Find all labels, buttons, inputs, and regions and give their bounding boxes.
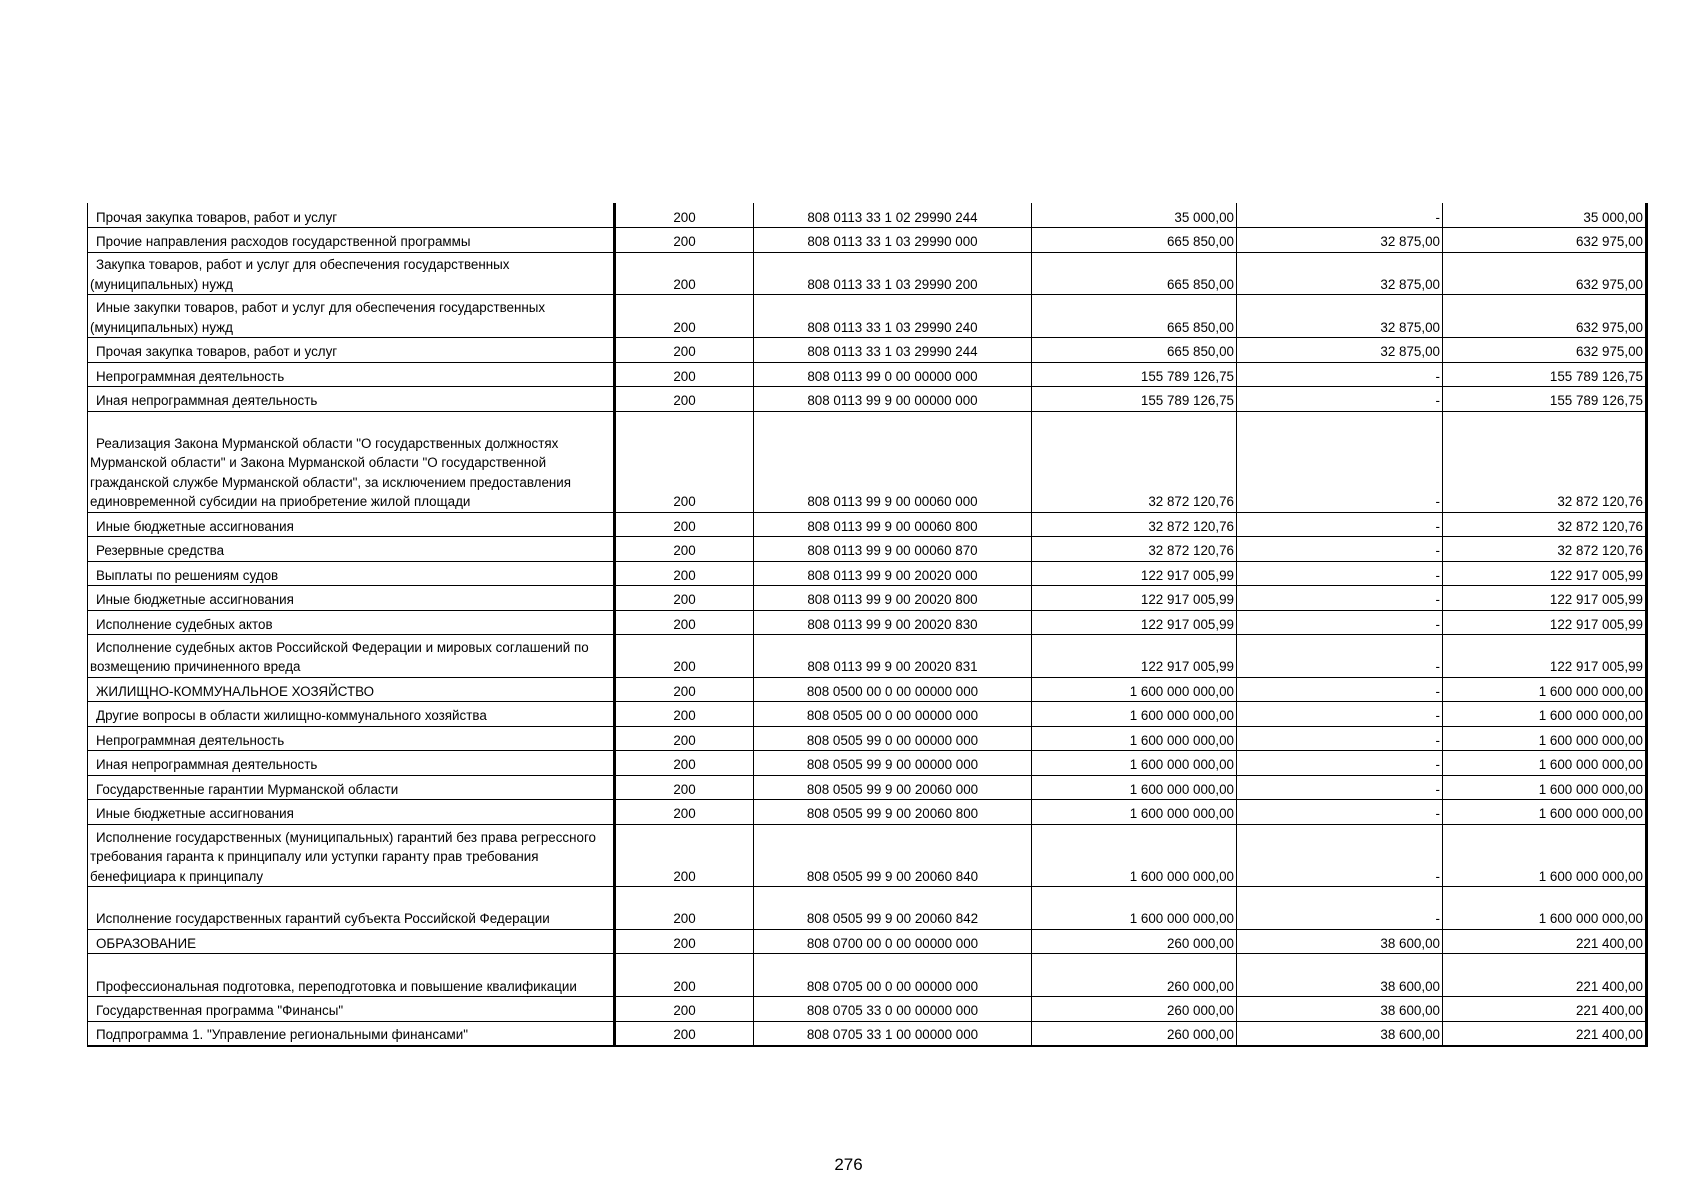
row-budget-classification-code: 808 0500 00 0 00 00000 000 (754, 677, 1032, 702)
row-budget-classification-code: 808 0113 99 9 00 20020 800 (754, 586, 1032, 611)
row-description (88, 677, 615, 702)
row-description (88, 702, 615, 727)
row-description (88, 561, 615, 586)
row-unexecuted-amount: 155 789 126,75 (1443, 362, 1647, 387)
row-description-text: Иные бюджетные ассигнования (96, 518, 294, 534)
row-approved-amount: 32 872 120,76 (1032, 411, 1237, 512)
row-description-text: Государственные гарантии Мурманской области (96, 781, 399, 797)
table-row (88, 203, 1647, 228)
row-unexecuted-amount: 221 400,00 (1443, 997, 1647, 1022)
table-row (88, 561, 1647, 586)
row-line-code: 200 (615, 751, 754, 776)
row-unexecuted-amount: 1 600 000 000,00 (1443, 677, 1647, 702)
row-description-text: Другие вопросы в области жилищно-коммунального хозяйства (96, 708, 487, 724)
row-description-text: Прочая закупка товаров, работ и услуг (96, 344, 338, 360)
row-approved-amount: 260 000,00 (1032, 997, 1237, 1022)
row-budget-classification-code: 808 0113 99 9 00 00060 000 (754, 411, 1032, 512)
row-description-text: Исполнение судебных актов Российской Федерации и мировых соглашений по возмещению причиненного вреда (90, 640, 589, 675)
row-unexecuted-amount: 1 600 000 000,00 (1443, 887, 1647, 930)
row-budget-classification-code: 808 0705 33 1 00 00000 000 (754, 1021, 1032, 1046)
row-unexecuted-amount: 122 917 005,99 (1443, 561, 1647, 586)
row-description-text: Исполнение судебных актов (96, 616, 273, 632)
row-description-text: ОБРАЗОВАНИЕ (96, 935, 197, 951)
table-row (88, 512, 1647, 537)
row-approved-amount: 32 872 120,76 (1032, 537, 1237, 562)
row-description (88, 252, 615, 295)
row-budget-classification-code: 808 0113 99 0 00 00000 000 (754, 362, 1032, 387)
row-budget-classification-code: 808 0113 33 1 03 29990 240 (754, 295, 1032, 338)
row-unexecuted-amount: 1 600 000 000,00 (1443, 800, 1647, 825)
row-approved-amount: 122 917 005,99 (1032, 635, 1237, 678)
row-executed-amount: - (1237, 512, 1443, 537)
row-unexecuted-amount: 1 600 000 000,00 (1443, 702, 1647, 727)
row-budget-classification-code: 808 0705 00 0 00 00000 000 (754, 954, 1032, 997)
row-unexecuted-amount: 1 600 000 000,00 (1443, 751, 1647, 776)
row-description (88, 387, 615, 412)
table-row (88, 586, 1647, 611)
row-unexecuted-amount: 1 600 000 000,00 (1443, 726, 1647, 751)
row-executed-amount: 32 875,00 (1237, 252, 1443, 295)
row-executed-amount: - (1237, 610, 1443, 635)
row-unexecuted-amount: 122 917 005,99 (1443, 610, 1647, 635)
row-description-text: Непрограммная деятельность (96, 732, 285, 748)
row-description-text: Иная непрограммная деятельность (96, 393, 318, 409)
row-unexecuted-amount: 1 600 000 000,00 (1443, 775, 1647, 800)
row-unexecuted-amount: 122 917 005,99 (1443, 635, 1647, 678)
row-unexecuted-amount: 32 872 120,76 (1443, 512, 1647, 537)
row-line-code: 200 (615, 775, 754, 800)
row-line-code: 200 (615, 252, 754, 295)
row-approved-amount: 260 000,00 (1032, 1021, 1237, 1046)
row-executed-amount: - (1237, 887, 1443, 930)
row-line-code: 200 (615, 1021, 754, 1046)
row-unexecuted-amount: 155 789 126,75 (1443, 387, 1647, 412)
row-line-code: 200 (615, 537, 754, 562)
row-executed-amount: - (1237, 702, 1443, 727)
row-budget-classification-code: 808 0113 33 1 03 29990 244 (754, 338, 1032, 363)
row-description (88, 824, 615, 886)
row-approved-amount: 32 872 120,76 (1032, 512, 1237, 537)
row-description-text: Профессиональная подготовка, переподготовка и повышение квалификации (96, 978, 577, 994)
row-line-code: 200 (615, 586, 754, 611)
row-unexecuted-amount: 632 975,00 (1443, 252, 1647, 295)
row-description (88, 295, 615, 338)
row-unexecuted-amount: 221 400,00 (1443, 954, 1647, 997)
row-budget-classification-code: 808 0505 99 9 00 20060 800 (754, 800, 1032, 825)
table-row (88, 387, 1647, 412)
row-budget-classification-code: 808 0505 99 9 00 20060 000 (754, 775, 1032, 800)
row-description (88, 1021, 615, 1046)
row-description (88, 997, 615, 1022)
row-line-code: 200 (615, 362, 754, 387)
table-row (88, 1021, 1647, 1046)
row-approved-amount: 1 600 000 000,00 (1032, 800, 1237, 825)
row-executed-amount: 38 600,00 (1237, 997, 1443, 1022)
table-row (88, 775, 1647, 800)
row-executed-amount: - (1237, 726, 1443, 751)
row-unexecuted-amount: 632 975,00 (1443, 338, 1647, 363)
row-unexecuted-amount: 1 600 000 000,00 (1443, 824, 1647, 886)
row-approved-amount: 155 789 126,75 (1032, 387, 1237, 412)
row-executed-amount: - (1237, 751, 1443, 776)
row-budget-classification-code: 808 0113 99 9 00 20020 831 (754, 635, 1032, 678)
row-line-code: 200 (615, 228, 754, 253)
row-unexecuted-amount: 122 917 005,99 (1443, 586, 1647, 611)
row-approved-amount: 1 600 000 000,00 (1032, 824, 1237, 886)
table-row (88, 887, 1647, 930)
row-description (88, 800, 615, 825)
row-description (88, 512, 615, 537)
row-budget-classification-code: 808 0113 33 1 02 29990 244 (754, 203, 1032, 228)
row-executed-amount: - (1237, 586, 1443, 611)
row-line-code: 200 (615, 338, 754, 363)
row-approved-amount: 665 850,00 (1032, 338, 1237, 363)
row-description-text: Закупка товаров, работ и услуг для обеспечения государственных (муниципальных) нужд (90, 257, 510, 292)
row-description (88, 726, 615, 751)
row-executed-amount: - (1237, 775, 1443, 800)
row-executed-amount: - (1237, 537, 1443, 562)
table-row (88, 702, 1647, 727)
row-budget-classification-code: 808 0113 99 9 00 00060 870 (754, 537, 1032, 562)
row-budget-classification-code: 808 0700 00 0 00 00000 000 (754, 929, 1032, 954)
row-description (88, 610, 615, 635)
row-approved-amount: 1 600 000 000,00 (1032, 726, 1237, 751)
row-description-text: Исполнение государственных гарантий субъекта Российской Федерации (96, 911, 550, 927)
row-description-text: Резервные средства (96, 543, 225, 559)
row-budget-classification-code: 808 0505 99 9 00 20060 840 (754, 824, 1032, 886)
table-row (88, 726, 1647, 751)
row-executed-amount: 38 600,00 (1237, 929, 1443, 954)
row-unexecuted-amount: 632 975,00 (1443, 295, 1647, 338)
row-approved-amount: 122 917 005,99 (1032, 561, 1237, 586)
row-approved-amount: 122 917 005,99 (1032, 586, 1237, 611)
row-unexecuted-amount: 221 400,00 (1443, 929, 1647, 954)
row-description-text: Иные бюджетные ассигнования (96, 806, 294, 822)
row-description (88, 775, 615, 800)
row-executed-amount: - (1237, 203, 1443, 228)
row-line-code: 200 (615, 887, 754, 930)
row-approved-amount: 155 789 126,75 (1032, 362, 1237, 387)
row-executed-amount: - (1237, 824, 1443, 886)
table-row (88, 677, 1647, 702)
row-description (88, 929, 615, 954)
row-description (88, 537, 615, 562)
table-row (88, 954, 1647, 997)
table-row (88, 252, 1647, 295)
row-line-code: 200 (615, 561, 754, 586)
row-approved-amount: 1 600 000 000,00 (1032, 887, 1237, 930)
row-executed-amount: - (1237, 800, 1443, 825)
row-description-text: Иные закупки товаров, работ и услуг для обеспечения государственных (муниципальных) нужд (90, 300, 546, 335)
row-budget-classification-code: 808 0113 99 9 00 00060 800 (754, 512, 1032, 537)
row-description (88, 954, 615, 997)
row-approved-amount: 35 000,00 (1032, 203, 1237, 228)
table-row (88, 929, 1647, 954)
row-approved-amount: 1 600 000 000,00 (1032, 751, 1237, 776)
row-approved-amount: 122 917 005,99 (1032, 610, 1237, 635)
row-budget-classification-code: 808 0113 99 9 00 20020 830 (754, 610, 1032, 635)
row-description (88, 228, 615, 253)
row-description-text: Непрограммная деятельность (96, 368, 285, 384)
row-approved-amount: 665 850,00 (1032, 252, 1237, 295)
row-budget-classification-code: 808 0113 33 1 03 29990 200 (754, 252, 1032, 295)
row-line-code: 200 (615, 800, 754, 825)
table-row (88, 537, 1647, 562)
row-approved-amount: 665 850,00 (1032, 228, 1237, 253)
row-approved-amount: 260 000,00 (1032, 929, 1237, 954)
row-description (88, 203, 615, 228)
row-executed-amount: 32 875,00 (1237, 295, 1443, 338)
table-row (88, 800, 1647, 825)
row-description (88, 411, 615, 512)
row-line-code: 200 (615, 824, 754, 886)
row-line-code: 200 (615, 677, 754, 702)
row-line-code: 200 (615, 726, 754, 751)
row-description-text: Исполнение государственных (муниципальных) гарантий без права регрессного требования гаранта к принципалу или уступки гаранту прав требования бенефициара к принципалу (90, 829, 596, 884)
row-executed-amount: - (1237, 411, 1443, 512)
row-description (88, 887, 615, 930)
row-budget-classification-code: 808 0505 00 0 00 00000 000 (754, 702, 1032, 727)
row-line-code: 200 (615, 610, 754, 635)
row-description-text: Государственная программа "Финансы" (96, 1003, 344, 1019)
row-line-code: 200 (615, 512, 754, 537)
row-line-code: 200 (615, 997, 754, 1022)
table-row (88, 610, 1647, 635)
table-row (88, 997, 1647, 1022)
row-description-text: Иная непрограммная деятельность (96, 757, 318, 773)
row-budget-classification-code: 808 0505 99 9 00 20060 842 (754, 887, 1032, 930)
row-approved-amount: 1 600 000 000,00 (1032, 775, 1237, 800)
row-budget-classification-code: 808 0505 99 0 00 00000 000 (754, 726, 1032, 751)
row-description-text: Прочая закупка товаров, работ и услуг (96, 209, 338, 225)
row-description (88, 586, 615, 611)
row-description (88, 635, 615, 678)
row-unexecuted-amount: 221 400,00 (1443, 1021, 1647, 1046)
row-approved-amount: 260 000,00 (1032, 954, 1237, 997)
row-budget-classification-code: 808 0113 99 9 00 00000 000 (754, 387, 1032, 412)
row-unexecuted-amount: 35 000,00 (1443, 203, 1647, 228)
row-budget-classification-code: 808 0505 99 9 00 00000 000 (754, 751, 1032, 776)
row-line-code: 200 (615, 929, 754, 954)
row-approved-amount: 665 850,00 (1032, 295, 1237, 338)
table-row (88, 338, 1647, 363)
row-budget-classification-code: 808 0705 33 0 00 00000 000 (754, 997, 1032, 1022)
budget-execution-table (87, 203, 1648, 1047)
row-line-code: 200 (615, 411, 754, 512)
row-description-text: Выплаты по решениям судов (96, 567, 279, 583)
row-executed-amount: 38 600,00 (1237, 954, 1443, 997)
row-executed-amount: 38 600,00 (1237, 1021, 1443, 1046)
row-executed-amount: 32 875,00 (1237, 338, 1443, 363)
row-description-text: ЖИЛИЩНО-КОММУНАЛЬНОЕ ХОЗЯЙСТВО (96, 683, 375, 699)
row-description (88, 338, 615, 363)
row-approved-amount: 1 600 000 000,00 (1032, 702, 1237, 727)
table-body (88, 203, 1647, 1046)
row-executed-amount: - (1237, 561, 1443, 586)
table-row (88, 824, 1647, 886)
row-description-text: Реализация Закона Мурманской области "О государственных должностях Мурманской области" и Закона Мурманской области "О государственной гражданской службе Мурманской области", за исключением предоставления единовременной субсидии на приобретение жилой площади (90, 435, 572, 510)
table-row (88, 635, 1647, 678)
row-description (88, 362, 615, 387)
row-budget-classification-code: 808 0113 33 1 03 29990 000 (754, 228, 1032, 253)
row-line-code: 200 (615, 203, 754, 228)
row-description-text: Иные бюджетные ассигнования (96, 592, 294, 608)
row-line-code: 200 (615, 635, 754, 678)
row-unexecuted-amount: 32 872 120,76 (1443, 411, 1647, 512)
row-executed-amount: - (1237, 362, 1443, 387)
table-row (88, 228, 1647, 253)
row-description-text: Прочие направления расходов государственной программы (96, 234, 471, 250)
row-line-code: 200 (615, 295, 754, 338)
row-approved-amount: 1 600 000 000,00 (1032, 677, 1237, 702)
table-row (88, 362, 1647, 387)
row-description (88, 751, 615, 776)
table-row (88, 411, 1647, 512)
row-line-code: 200 (615, 702, 754, 727)
page-number: 276 (834, 1155, 863, 1174)
table-row (88, 751, 1647, 776)
row-executed-amount: - (1237, 677, 1443, 702)
row-unexecuted-amount: 32 872 120,76 (1443, 537, 1647, 562)
row-executed-amount: 32 875,00 (1237, 228, 1443, 253)
row-executed-amount: - (1237, 387, 1443, 412)
table-row (88, 295, 1647, 338)
row-budget-classification-code: 808 0113 99 9 00 20020 000 (754, 561, 1032, 586)
row-unexecuted-amount: 632 975,00 (1443, 228, 1647, 253)
row-description-text: Подпрограмма 1. "Управление региональными финансами" (96, 1027, 468, 1043)
row-line-code: 200 (615, 387, 754, 412)
row-line-code: 200 (615, 954, 754, 997)
row-executed-amount: - (1237, 635, 1443, 678)
